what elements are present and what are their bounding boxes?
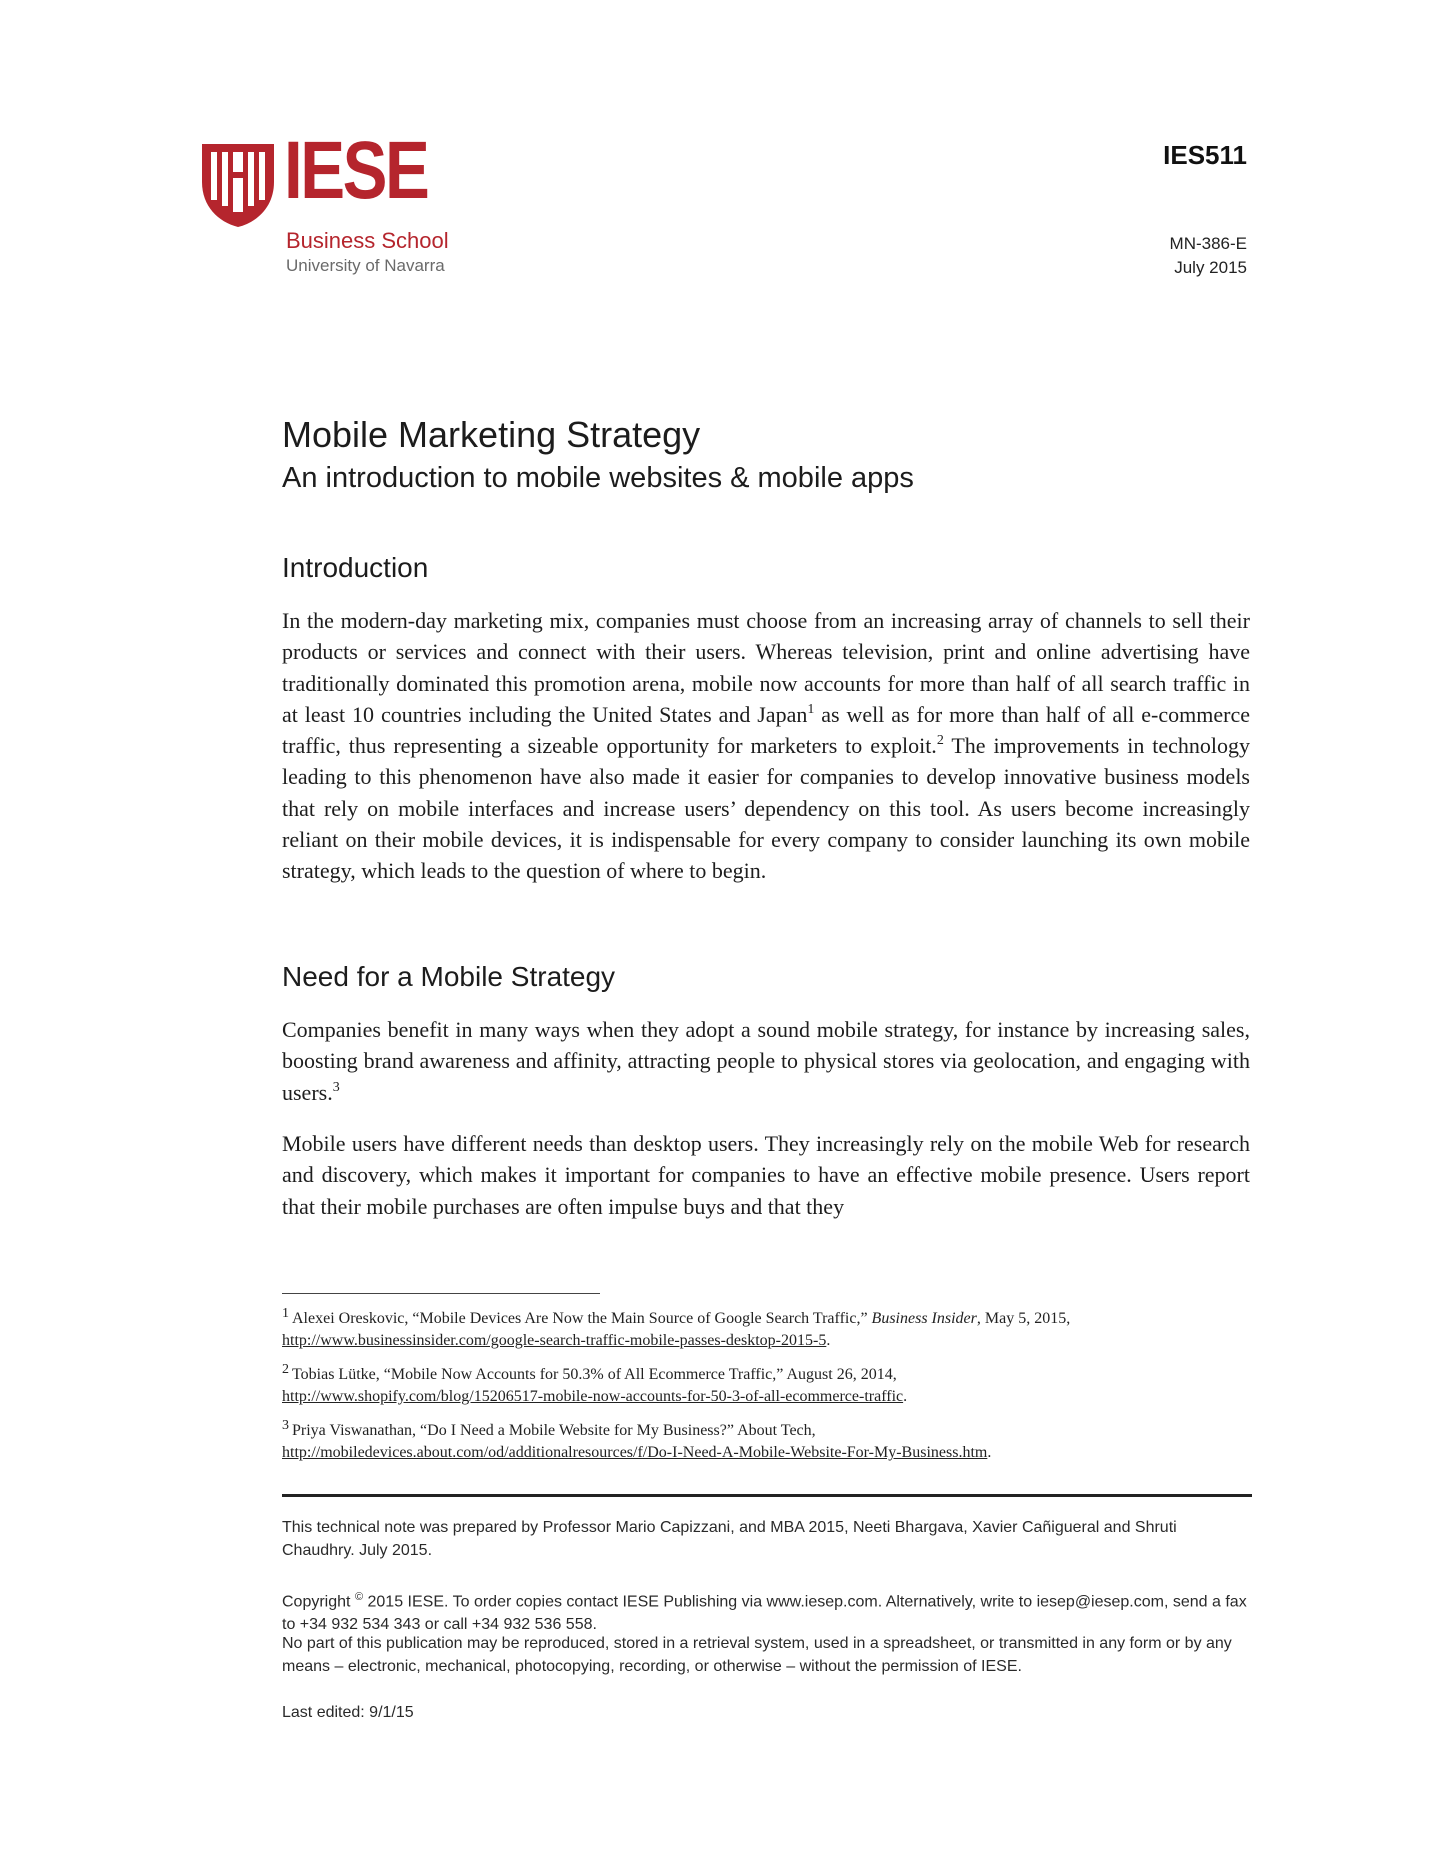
footnote-3-link[interactable]: http://mobiledevices.about.com/od/additionalresources/f/Do-I-Need-A-Mobile-Website-For-My-Business.htm <box>282 1444 988 1461</box>
iese-shield-icon <box>200 142 276 228</box>
introduction-heading: Introduction <box>282 552 429 583</box>
reference-date: July 2015 <box>1174 258 1247 277</box>
footnote-3: $^3$ Priya Viswanathan, “Do I Need a Mobile Website for My Business?” About Tech, http://mobiledevices.about.com/od/additionalresources/f/Do-I-Need-A-Mobile-Website-For-My-Business.htm. <box>282 1418 992 1461</box>
copyright-symbol: © <box>354 1591 364 1603</box>
logo-school: Business School <box>286 228 449 253</box>
rights-note: No part of this publication may be reproduced, stored in a retrieval system, used in a spreadsheet, or transmitted in any form or by any means – electronic, mechanical, photocopying, recording, or otherwise – without the permission of IESE. <box>282 1635 1232 1675</box>
footnote-ref-2: 2 <box>936 733 944 749</box>
preparation-note: This technical note was prepared by Professor Mario Capizzani, and MBA 2015, Neeti Bhargava, Xavier Cañigueral and Shruti Chaudhry. July 2015. <box>282 1519 1177 1559</box>
need-paragraph-1: Companies benefit in many ways when they adopt a sound mobile strategy, for instance by increasing sales, boosting brand awareness and affinity, attracting people to physical stores via geolocation, and engaging with users.$^3$ <box>282 1017 1250 1105</box>
need-paragraph-2: Mobile users have different needs than desktop users. They increasingly rely on the mobile Web for research and discovery, which makes it important for companies to have an effective mobile presence. Users report that their mobile purchases are often impulse buys and that they <box>282 1131 1250 1219</box>
footnote-1: $^1$ Alexei Oreskovic, “Mobile Devices Are Now the Main Source of Google Search Traffic,” Business Insider, May 5, 2015, http://www.businessinsider.com/google-search-traffic-mobile-passes-desktop-2015-5. <box>282 1306 1071 1349</box>
footnote-ref-3: 3 <box>332 1079 340 1095</box>
logo-university: University of Navarra <box>286 256 445 275</box>
document-reference <box>1170 232 1247 280</box>
footnote-2: $^2$ Tobias Lütke, “Mobile Now Accounts for 50.3% of All Ecommerce Traffic,” August 26, 2014, http://www.shopify.com/blog/15206517-mobile-now-accounts-for-50-3-of-all-ecommerce-traffic. <box>282 1362 908 1405</box>
bottom-divider <box>282 1494 1252 1497</box>
footnote-2-link[interactable]: http://www.shopify.com/blog/15206517-mobile-now-accounts-for-50-3-of-all-ecommerce-traffic <box>282 1388 904 1405</box>
reference-number: MN-386-E <box>1169 234 1247 253</box>
footnote-1-link[interactable]: http://www.businessinsider.com/google-search-traffic-mobile-passes-desktop-2015-5 <box>282 1332 827 1349</box>
logo-wordmark: IESE <box>284 125 428 216</box>
copyright-note: Copyright © 2015 IESE. To order copies contact IESE Publishing via www.iesep.com. Alternatively, write to iesep@iesep.com, send a fax to +34 932 534 343 or call +34 932 536 558. <box>282 1591 1247 1634</box>
last-edited: Last edited: 9/1/15 <box>282 1704 414 1721</box>
introduction-paragraph: In the modern-day marketing mix, companies must choose from an increasing array of channels to sell their products or services and connect with their users. Whereas television, print and online advertising have traditionally dominated this promotion arena, mobile now accounts for more than half of all search traffic in at least 10 countries including the United States and Japan$^1$ as well as for more than half of all e-commerce traffic, thus representing a sizeable opportunity for marketers to exploit.$^2$ The improvements in technology leading to this phenomenon have also made it easier for companies to develop innovative business models that rely on mobile interfaces and increase users’ dependency on this tool. As users become increasingly reliant on their mobile devices, it is indispensable for every company to consider launching its own mobile strategy, which leads to the question of where to begin. <box>282 608 1250 884</box>
iese-logo <box>200 125 460 280</box>
document-code: IES511 <box>1163 140 1247 170</box>
need-heading: Need for a Mobile Strategy <box>282 961 616 992</box>
footnote-divider <box>282 1293 600 1294</box>
page-subtitle: An introduction to mobile websites & mobile apps <box>282 462 914 494</box>
footnote-ref-1: 1 <box>807 701 815 717</box>
page-title: Mobile Marketing Strategy <box>282 414 701 455</box>
